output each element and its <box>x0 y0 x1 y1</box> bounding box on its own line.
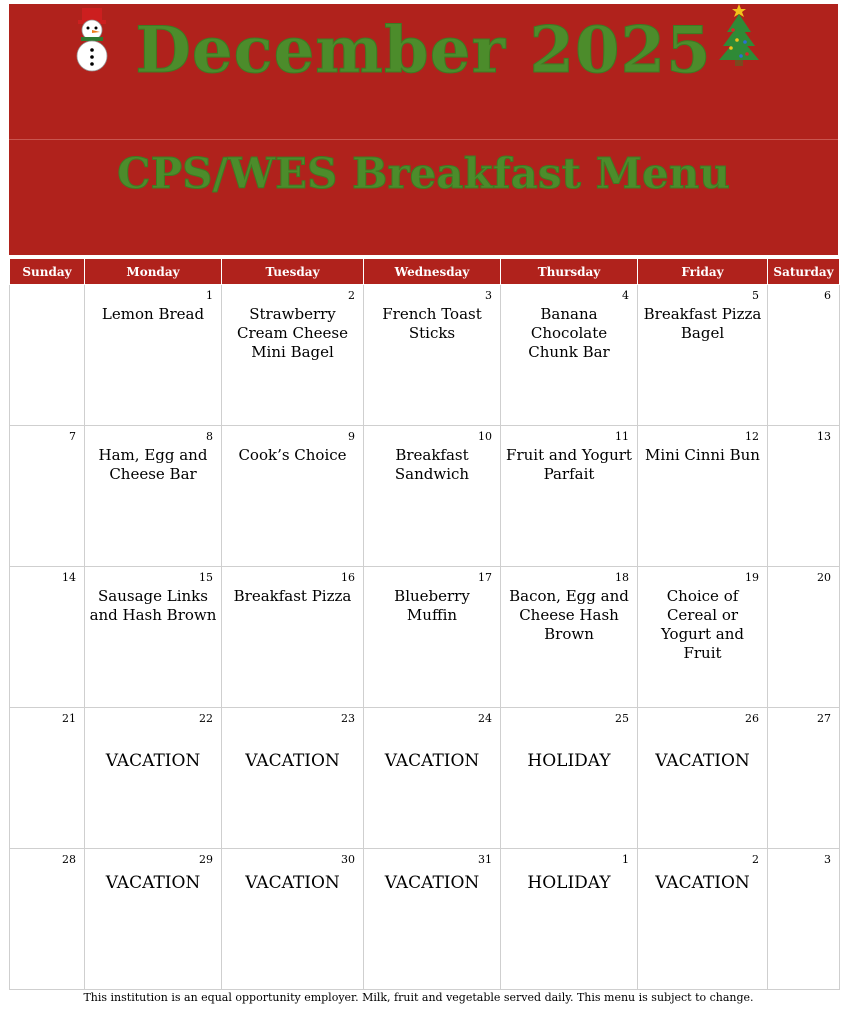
weekday-header: Saturday <box>768 259 840 285</box>
day-cell <box>768 708 840 849</box>
meal-text: VACATION <box>245 873 340 893</box>
day-cell <box>638 708 768 849</box>
day-cell <box>85 849 222 990</box>
weekday-header: Sunday <box>10 259 85 285</box>
snowman-icon <box>74 6 110 72</box>
day-number: 20 <box>817 571 831 584</box>
day-number: 2 <box>348 289 355 302</box>
week-row <box>10 426 840 567</box>
day-cell <box>768 567 840 708</box>
day-cell <box>638 426 768 567</box>
weekday-header-row <box>10 259 840 285</box>
day-number: 29 <box>199 853 213 866</box>
day-number: 21 <box>62 712 76 725</box>
day-number: 11 <box>615 430 629 443</box>
meal-text: Blueberry Muffin <box>394 587 470 624</box>
weekday-header: Monday <box>85 259 222 285</box>
footer-note: This institution is an equal opportunity employer. Milk, fruit and vegetable served daily. This menu is subject to change. <box>83 991 754 1004</box>
meal-text: Breakfast Sandwich <box>394 446 470 483</box>
weekday-header: Friday <box>638 259 768 285</box>
day-cell <box>638 285 768 426</box>
weekday-header: Thursday <box>501 259 638 285</box>
day-number: 9 <box>348 430 355 443</box>
meal-text: HOLIDAY <box>527 873 611 893</box>
day-cell <box>364 567 501 708</box>
day-cell <box>85 567 222 708</box>
day-number: 31 <box>478 853 492 866</box>
day-cell <box>364 285 501 426</box>
day-number: 8 <box>206 430 213 443</box>
day-cell <box>638 567 768 708</box>
day-cell <box>768 426 840 567</box>
day-cell <box>768 849 840 990</box>
meal-text: VACATION <box>105 751 201 771</box>
meal-text: Bacon, Egg and Cheese Hash Brown <box>509 587 629 643</box>
day-number: 26 <box>745 712 759 725</box>
day-cell <box>768 285 840 426</box>
day-cell <box>10 849 85 990</box>
meal-text: VACATION <box>655 873 750 893</box>
day-number: 10 <box>478 430 492 443</box>
meal-text: Ham, Egg and Cheese Bar <box>98 446 208 483</box>
meal-text: VACATION <box>384 873 480 893</box>
day-number: 18 <box>615 571 629 584</box>
day-cell <box>501 285 638 426</box>
day-number: 16 <box>341 571 355 584</box>
day-cell <box>501 849 638 990</box>
day-number: 3 <box>824 853 831 866</box>
meal-text: Lemon Bread <box>101 305 205 323</box>
day-number: 25 <box>615 712 629 725</box>
day-cell <box>501 567 638 708</box>
meal-text: Breakfast Pizza <box>233 587 352 605</box>
day-cell <box>10 285 85 426</box>
header-banner <box>9 4 838 255</box>
day-cell <box>222 567 364 708</box>
week-row <box>10 708 840 849</box>
day-cell <box>364 849 501 990</box>
meal-text: Sausage Links and Hash Brown <box>89 587 217 624</box>
day-number: 30 <box>341 853 355 866</box>
meal-text: Cook’s Choice <box>238 446 347 464</box>
banner-divider <box>9 139 838 140</box>
page-title: December 2025 <box>135 13 712 88</box>
meal-text: HOLIDAY <box>527 751 611 771</box>
day-cell <box>85 426 222 567</box>
meal-text: Banana Chocolate Chunk Bar <box>528 305 610 361</box>
week-row <box>10 849 840 990</box>
day-number: 28 <box>62 853 76 866</box>
day-cell <box>10 708 85 849</box>
week-row <box>10 285 840 426</box>
meal-text: Breakfast Pizza Bagel <box>643 305 762 342</box>
meal-text: French Toast Sticks <box>382 305 482 342</box>
day-cell <box>364 426 501 567</box>
day-number: 15 <box>199 571 213 584</box>
day-number: 1 <box>206 289 213 302</box>
weekday-header: Tuesday <box>222 259 364 285</box>
day-cell <box>222 285 364 426</box>
day-number: 2 <box>752 853 759 866</box>
weekday-header: Wednesday <box>364 259 501 285</box>
meal-text: Mini Cinni Bun <box>645 446 760 464</box>
day-cell <box>222 708 364 849</box>
day-cell <box>10 567 85 708</box>
day-number: 13 <box>817 430 831 443</box>
day-number: 14 <box>62 571 76 584</box>
meal-text: VACATION <box>245 751 340 771</box>
meal-text: VACATION <box>105 873 201 893</box>
day-cell <box>501 708 638 849</box>
day-number: 17 <box>478 571 492 584</box>
meal-text: VACATION <box>655 751 750 771</box>
day-cell <box>222 849 364 990</box>
christmas-tree-icon <box>717 2 761 68</box>
day-number: 12 <box>745 430 759 443</box>
day-number: 24 <box>478 712 492 725</box>
calendar-grid <box>9 258 840 990</box>
day-number: 23 <box>341 712 355 725</box>
day-number: 3 <box>485 289 492 302</box>
day-cell <box>85 708 222 849</box>
day-cell <box>638 849 768 990</box>
day-number: 19 <box>745 571 759 584</box>
meal-text: Choice of Cereal or Yogurt and Fruit <box>660 587 745 662</box>
day-number: 4 <box>622 289 629 302</box>
day-number: 22 <box>199 712 213 725</box>
day-number: 6 <box>824 289 831 302</box>
day-cell <box>10 426 85 567</box>
day-cell <box>85 285 222 426</box>
meal-text <box>10 285 84 305</box>
day-cell <box>364 708 501 849</box>
meal-text: Strawberry Cream Cheese Mini Bagel <box>237 305 348 361</box>
day-number: 7 <box>69 430 76 443</box>
day-number: 27 <box>817 712 831 725</box>
day-cell <box>501 426 638 567</box>
meal-text: VACATION <box>384 751 480 771</box>
day-number: 1 <box>622 853 629 866</box>
page-subtitle: CPS/WES Breakfast Menu <box>117 149 730 198</box>
day-cell <box>222 426 364 567</box>
meal-text: Fruit and Yogurt Parfait <box>506 446 632 483</box>
day-number: 5 <box>752 289 759 302</box>
week-row <box>10 567 840 708</box>
